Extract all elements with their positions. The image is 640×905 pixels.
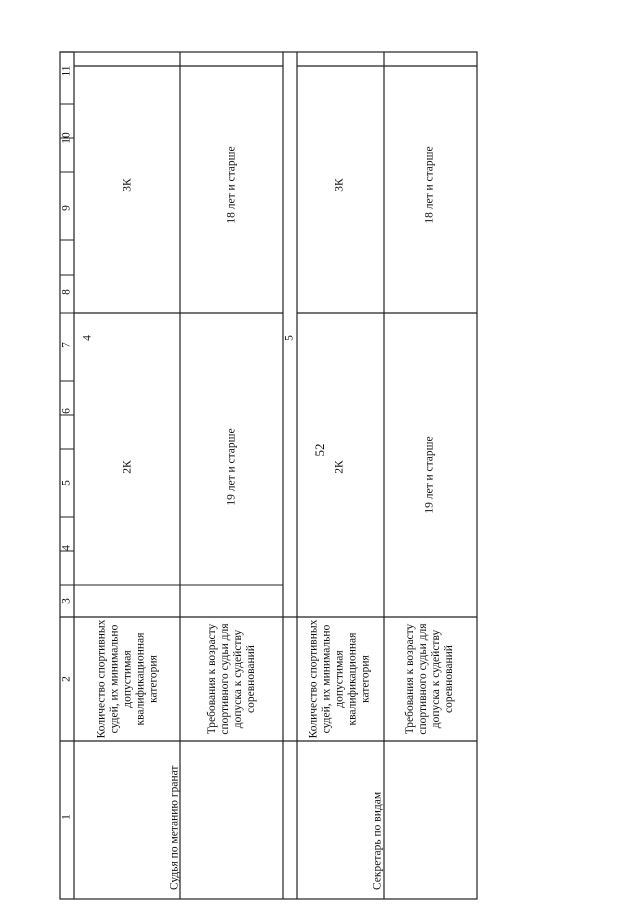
column-number: 8 xyxy=(60,289,73,295)
column-number: 7 xyxy=(60,342,73,348)
value-cell: 18 лет и старше xyxy=(225,146,238,224)
role-cell: Секретарь по видам xyxy=(371,791,384,890)
column-number: 1 xyxy=(60,814,73,820)
value-cell: 2К xyxy=(121,460,134,474)
column-number: 4 xyxy=(60,545,73,551)
value-cell: 19 лет и старше xyxy=(423,436,436,514)
value-cell: 18 лет и старше xyxy=(423,146,436,224)
page-number: 52 xyxy=(312,443,327,457)
column-number: 10 xyxy=(60,132,73,144)
section-marker: 4 xyxy=(81,335,94,341)
column-number: 11 xyxy=(60,65,73,77)
value-cell: 3К xyxy=(333,178,346,192)
row-label: Количество спортивных судей, их минимально допустимая квалификационная категория xyxy=(95,619,160,739)
column-number: 9 xyxy=(60,205,73,211)
value-cell: 19 лет и старше xyxy=(225,428,238,506)
row-label: Требования к возрасту спортивного судьи для допуска к судейству соревнований xyxy=(206,623,257,735)
row-label: Количество спортивных судей, их минимально допустимая квалификационная категория xyxy=(307,619,372,739)
column-number: 2 xyxy=(60,676,73,682)
role-cell: Судья по метанию гранат xyxy=(168,765,181,890)
column-number: 6 xyxy=(60,408,73,414)
row-label: Требования к возрасту спортивного судьи для допуска к судейству соревнований xyxy=(404,623,455,735)
section-marker: 5 xyxy=(283,335,296,341)
value-cell: 2К xyxy=(333,460,346,474)
column-number: 5 xyxy=(60,480,73,486)
column-number: 3 xyxy=(60,598,73,604)
value-cell: 3К xyxy=(121,178,134,192)
